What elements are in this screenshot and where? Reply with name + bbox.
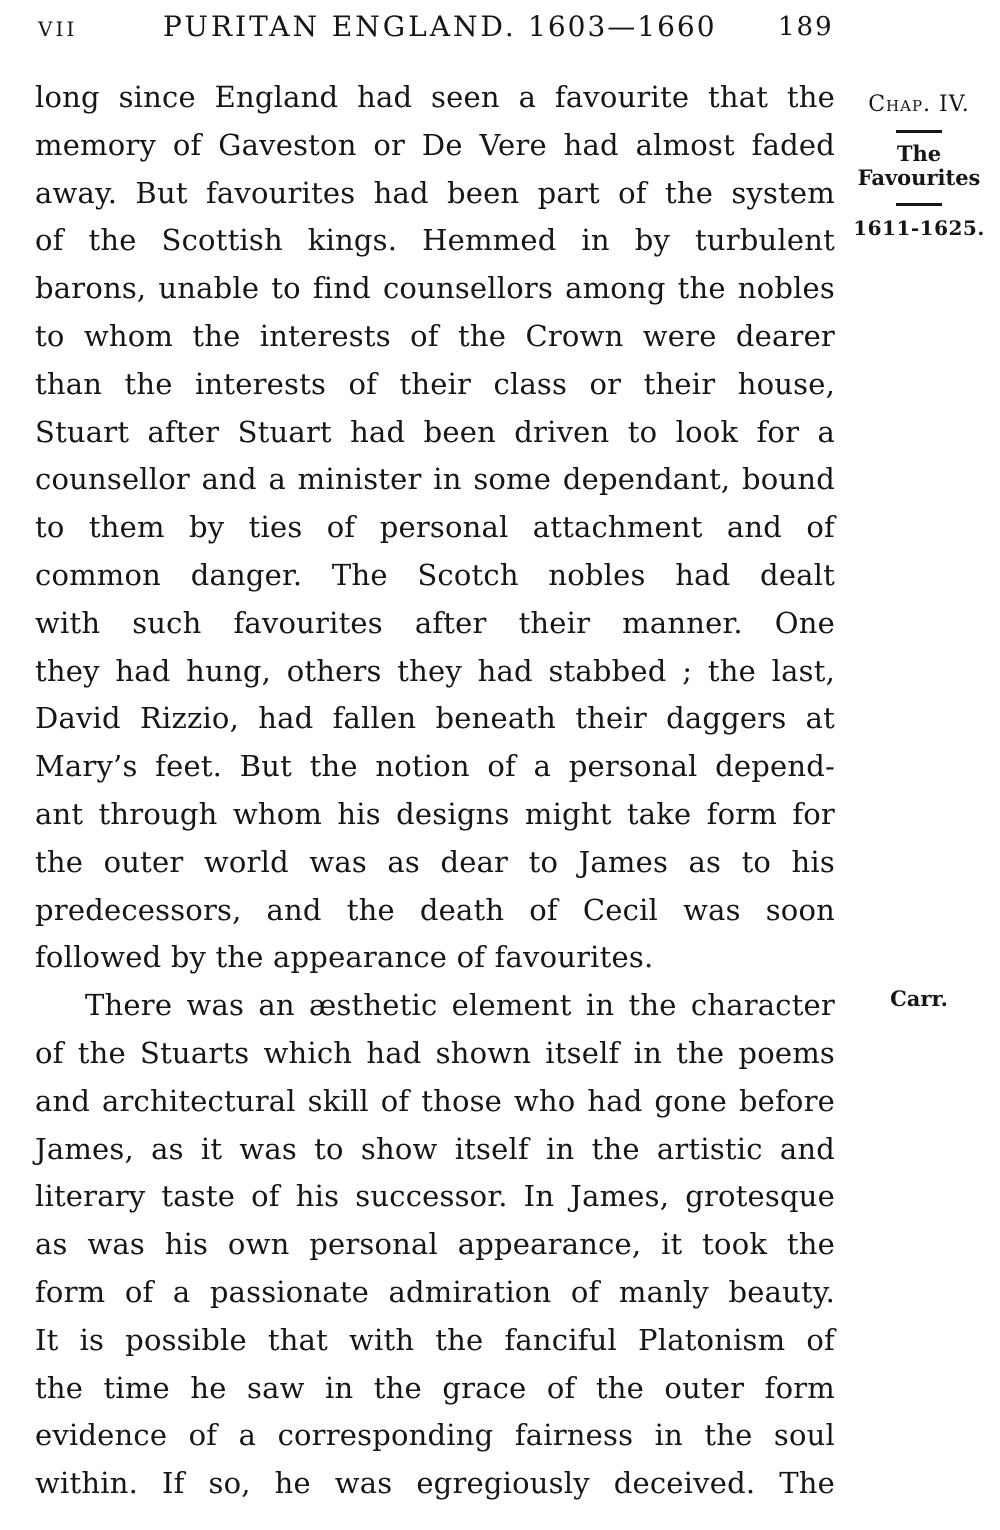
section-years: 1611-1625. — [853, 216, 985, 240]
body-line: to whom the interests of the Crown were dearer — [35, 318, 835, 353]
section-title-line1: The — [896, 141, 942, 166]
body-line: form of a passionate admiration of manly beauty. — [35, 1274, 835, 1309]
body-line: ant through whom his designs might take form for — [35, 796, 835, 831]
body-line: evidence of a corresponding fairness in the soul — [35, 1418, 835, 1453]
body-line: to them by ties of personal attachment and of — [35, 510, 835, 545]
margin-notes — [845, 92, 993, 240]
margin-rule — [896, 130, 942, 133]
margin-rule — [896, 203, 942, 206]
running-header — [0, 8, 1000, 48]
body-line: the outer world was as dear to James as to his — [35, 844, 835, 879]
body-line: James, as it was to show itself in the artistic and — [35, 1131, 835, 1166]
body-line: common danger. The Scotch nobles had dealt — [35, 557, 835, 592]
body-line: of the Scottish kings. Hemmed in by turbulent — [35, 223, 835, 258]
page-number: 189 — [778, 12, 834, 42]
body-line-paragraph-start: There was an æsthetic element in the character — [85, 988, 835, 1023]
body-line-paragraph-end: followed by the appearance of favourites. — [35, 940, 654, 975]
body-line: they had hung, others they had stabbed ; the last, — [35, 653, 835, 688]
body-line: the time he saw in the grace of the outer form — [35, 1370, 835, 1405]
signature-mark: VII — [38, 17, 78, 41]
body-line: than the interests of their class or their house, — [35, 366, 835, 401]
body-line: long since England had seen a favourite that the — [35, 80, 835, 114]
body-line: Mary’s feet. But the notion of a personal depend- — [35, 749, 835, 784]
body-line: and architectural skill of those who had gone before — [35, 1083, 835, 1118]
body-line: memory of Gaveston or De Vere had almost faded — [35, 127, 835, 162]
running-date-range: 1603—1660 — [528, 10, 717, 43]
body-line: David Rizzio, had fallen beneath their daggers at — [35, 701, 835, 736]
body-line: with such favourites after their manner. One — [35, 605, 835, 640]
body-line: Stuart after Stuart had been driven to look for a — [35, 414, 835, 449]
running-title: PURITAN ENGLAND. — [163, 10, 517, 43]
margin-note-carr: Carr. — [890, 986, 948, 1011]
section-title-line2: Favourites — [857, 165, 981, 190]
body-text — [35, 74, 835, 1508]
chapter-heading: Chap. IV. — [868, 92, 970, 117]
body-line: predecessors, and the death of Cecil was soon — [35, 892, 835, 927]
body-line: barons, unable to find counsellors among the nobles — [35, 271, 835, 306]
body-line: within. If so, he was egregiously deceived. The — [35, 1466, 835, 1501]
body-line: It is possible that with the fanciful Platonism of — [35, 1322, 835, 1357]
body-line: literary taste of his successor. In James, grotesque — [35, 1179, 835, 1214]
body-line: as was his own personal appearance, it took the — [35, 1227, 835, 1262]
body-line: of the Stuarts which had shown itself in the poems — [35, 1035, 835, 1070]
body-line: counsellor and a minister in some dependant, bound — [35, 462, 835, 497]
body-line: away. But favourites had been part of the system — [35, 175, 835, 210]
